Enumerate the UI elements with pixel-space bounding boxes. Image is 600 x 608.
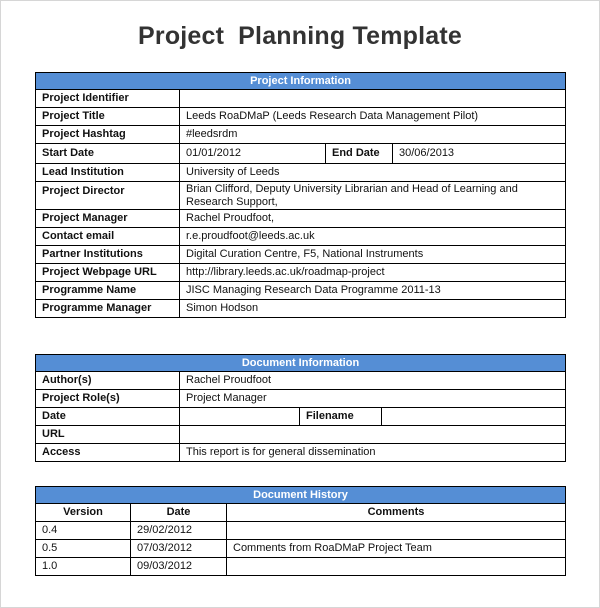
date-cell: 29/02/2012 (131, 522, 227, 540)
row-label: Contact email (36, 228, 180, 246)
row-value: Digital Curation Centre, F5, National Instruments (180, 246, 566, 264)
filename-value (382, 408, 566, 426)
row-value (180, 90, 566, 108)
table-row (36, 372, 566, 390)
title-word-rest: Planning Template (238, 22, 462, 50)
table-row (36, 246, 566, 264)
row-value: r.e.proudfoot@leeds.ac.uk (180, 228, 566, 246)
table-row (36, 540, 566, 558)
comments-cell (227, 522, 566, 540)
row-value: This report is for general dissemination (180, 444, 566, 462)
table-row (36, 558, 566, 576)
row-label: Project Webpage URL (36, 264, 180, 282)
date-value (180, 408, 300, 426)
table-row (36, 210, 566, 228)
table-row (36, 164, 566, 182)
row-value: Rachel Proudfoot (180, 372, 566, 390)
table-row (36, 90, 566, 108)
filename-label: Filename (300, 408, 382, 426)
column-header-version: Version (36, 504, 131, 522)
row-value: Rachel Proudfoot, (180, 210, 566, 228)
document-information-table (35, 354, 566, 462)
table-row (36, 282, 566, 300)
project-information-header: Project Information (36, 73, 566, 90)
row-label: Programme Manager (36, 300, 180, 318)
row-label: Start Date (36, 144, 180, 164)
row-label: Date (36, 408, 180, 426)
row-label: Author(s) (36, 372, 180, 390)
title-word-project: Project (138, 22, 225, 50)
column-header-date: Date (131, 504, 227, 522)
comments-cell (227, 558, 566, 576)
end-date-label: End Date (326, 144, 393, 164)
comments-cell: Comments from RoaDMaP Project Team (227, 540, 566, 558)
row-value: http://library.leeds.ac.uk/roadmap-project (180, 264, 566, 282)
table-row (36, 426, 566, 444)
row-label: Project Identifier (36, 90, 180, 108)
row-label: Lead Institution (36, 164, 180, 182)
row-label: Access (36, 444, 180, 462)
row-label: Project Role(s) (36, 390, 180, 408)
project-information-table (35, 72, 566, 318)
column-header-comments: Comments (227, 504, 566, 522)
row-value: Simon Hodson (180, 300, 566, 318)
row-label: Project Director (36, 182, 180, 210)
table-row (36, 228, 566, 246)
table-header-row (36, 504, 566, 522)
row-label: Programme Name (36, 282, 180, 300)
start-date-value: 01/01/2012 (180, 144, 326, 164)
table-row (36, 444, 566, 462)
row-value: #leedsrdm (180, 126, 566, 144)
version-cell: 0.4 (36, 522, 131, 540)
row-value: Brian Clifford, Deputy University Librarian and Head of Learning and Research Support, (180, 182, 566, 210)
table-row (36, 390, 566, 408)
table-row (36, 300, 566, 318)
document-information-header: Document Information (36, 355, 566, 372)
table-row (36, 144, 566, 164)
version-cell: 0.5 (36, 540, 131, 558)
page-title (0, 22, 600, 51)
date-cell: 07/03/2012 (131, 540, 227, 558)
row-label: Partner Institutions (36, 246, 180, 264)
version-cell: 1.0 (36, 558, 131, 576)
document-history-header: Document History (36, 487, 566, 504)
table-row (36, 522, 566, 540)
row-label: Project Title (36, 108, 180, 126)
row-value: University of Leeds (180, 164, 566, 182)
table-row (36, 126, 566, 144)
table-row (36, 108, 566, 126)
row-label: Project Manager (36, 210, 180, 228)
row-label: URL (36, 426, 180, 444)
row-value (180, 426, 566, 444)
table-row (36, 182, 566, 210)
row-label: Project Hashtag (36, 126, 180, 144)
table-row (36, 264, 566, 282)
row-value: Leeds RoaDMaP (Leeds Research Data Management Pilot) (180, 108, 566, 126)
end-date-value: 30/06/2013 (393, 144, 566, 164)
table-row (36, 408, 566, 426)
row-value: Project Manager (180, 390, 566, 408)
date-cell: 09/03/2012 (131, 558, 227, 576)
row-value: JISC Managing Research Data Programme 2011-13 (180, 282, 566, 300)
document-history-table (35, 486, 566, 576)
